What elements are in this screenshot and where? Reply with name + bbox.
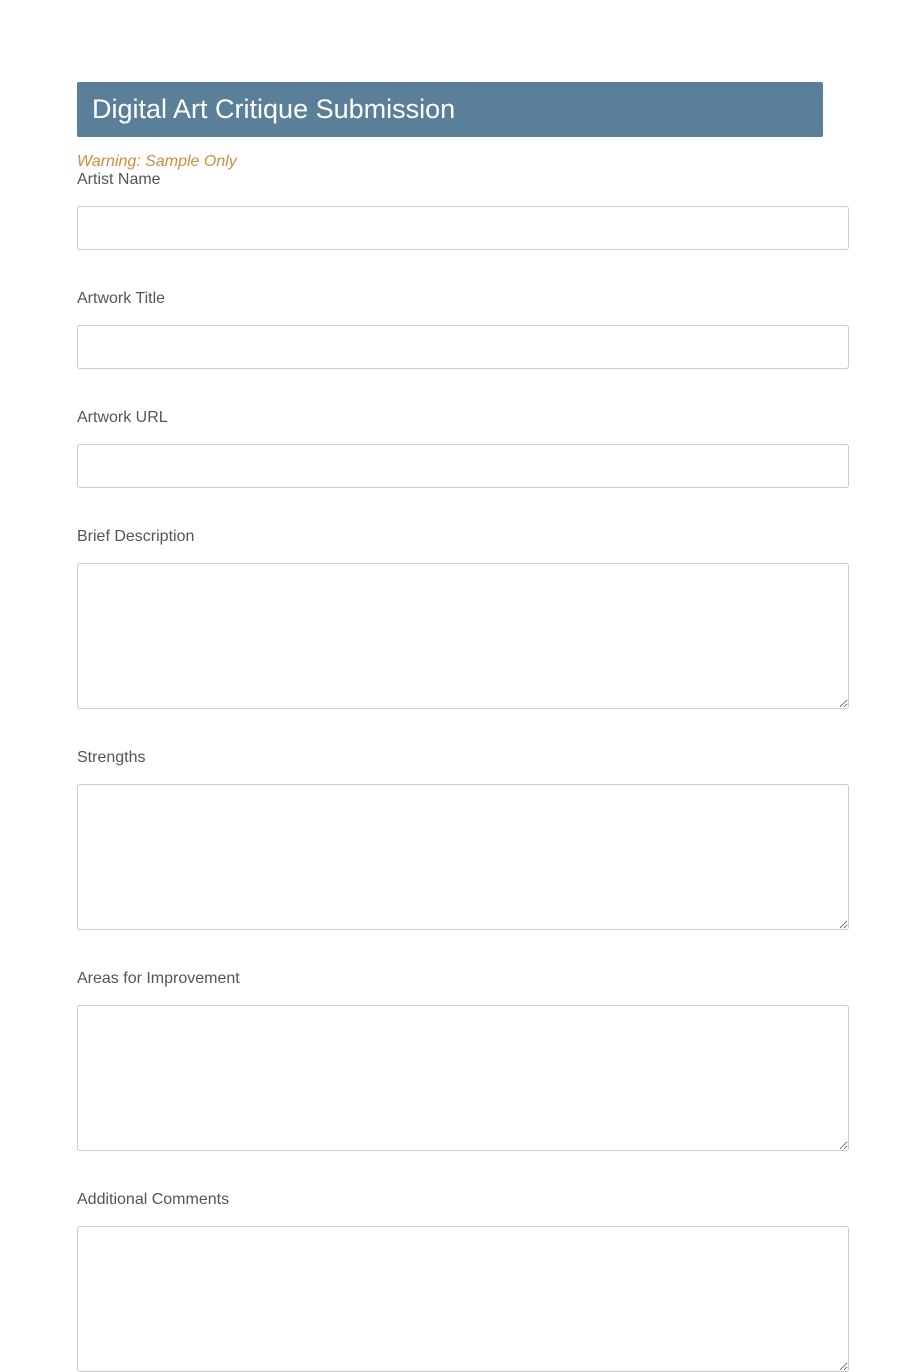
areas-for-improvement-textarea[interactable] [77,1005,849,1151]
artwork-url-label: Artwork URL [77,409,168,426]
strengths-textarea[interactable] [77,784,849,930]
spacer [77,930,849,970]
artwork-title-input[interactable] [77,325,849,369]
critique-form [77,82,849,1372]
brief-description-label: Brief Description [77,528,195,545]
spacer [77,369,849,409]
artwork-url-input[interactable] [77,444,849,488]
artist-name-label: Artist Name [77,171,161,188]
spacer [77,488,849,528]
brief-description-textarea[interactable] [77,563,849,709]
artist-name-input[interactable] [77,206,849,250]
additional-comments-label: Additional Comments [77,1191,230,1208]
form-header [77,82,823,137]
spacer [77,709,849,749]
form-title: Digital Art Critique Submission [92,94,456,124]
areas-for-improvement-label: Areas for Improvement [77,970,240,987]
strengths-label: Strengths [77,749,146,766]
spacer [77,250,849,290]
artwork-title-label: Artwork Title [77,290,166,307]
sample-warning: Warning: Sample Only [77,153,237,170]
additional-comments-textarea[interactable] [77,1226,849,1372]
spacer [77,1151,849,1191]
